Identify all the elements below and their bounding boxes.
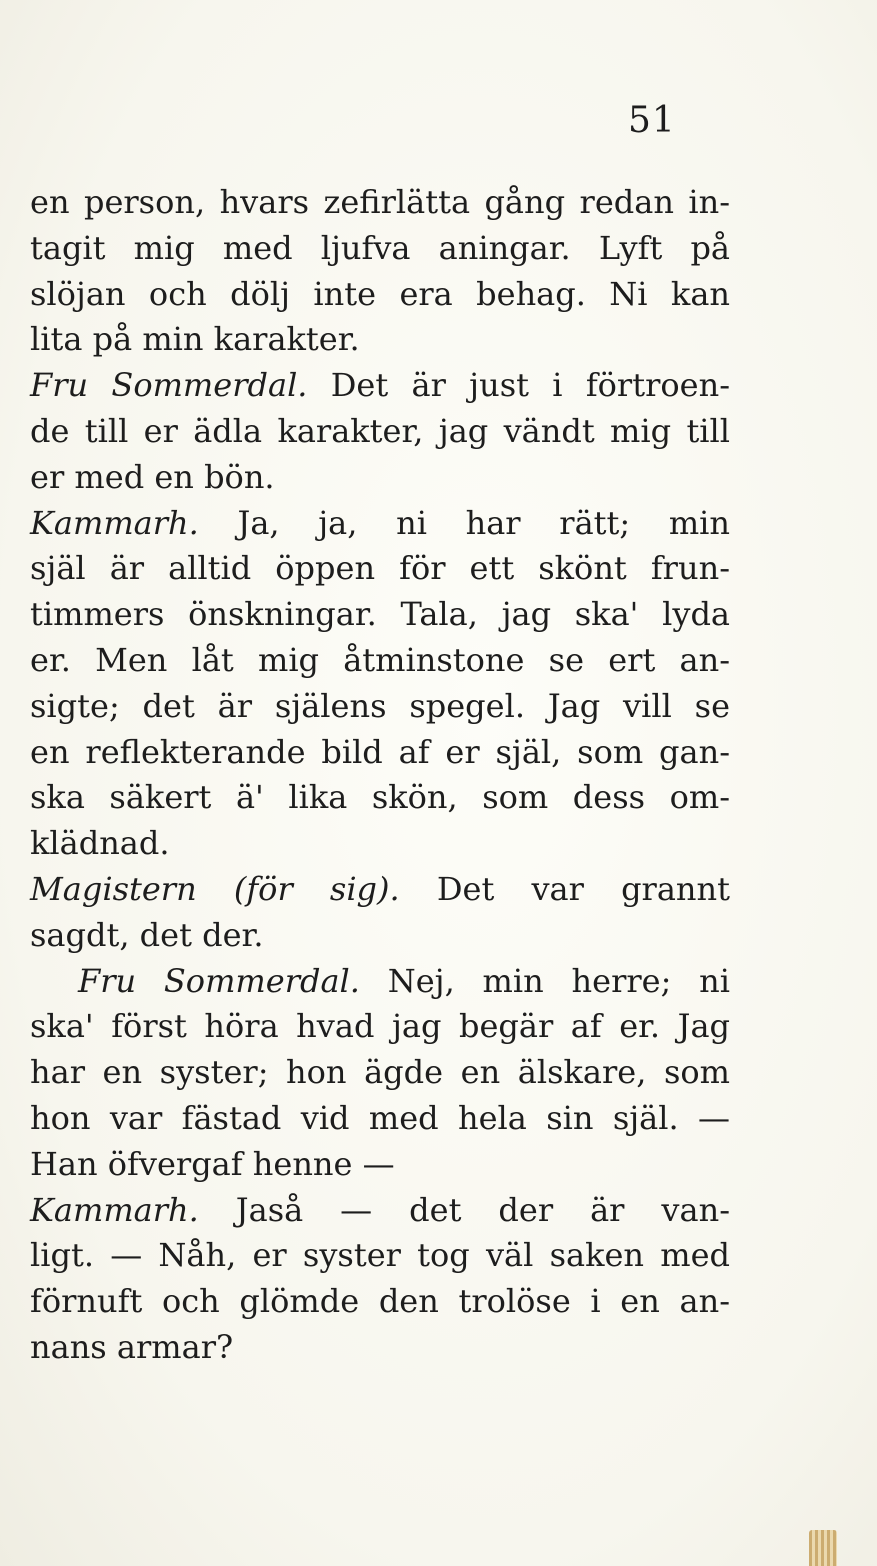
line-text: slöjan och dölj inte era behag. Ni kan	[30, 274, 730, 313]
line-text: lita på min karakter.	[30, 320, 360, 359]
line-text: ligt. — Nåh, er syster tog väl saken med	[30, 1236, 730, 1275]
text-line	[30, 638, 730, 684]
line-text: hon var fästad vid med hela sin själ. —	[30, 1098, 730, 1137]
line-text: själ är alltid öppen för ett skönt frun-	[30, 549, 730, 588]
text-line	[30, 1050, 730, 1096]
line-text: tagit mig med ljufva aningar. Lyft på	[30, 228, 730, 267]
book-spine-edge	[809, 1530, 837, 1566]
line-text: klädnad.	[30, 824, 170, 863]
line-text: er. Men låt mig åtminstone se ert an-	[30, 640, 730, 679]
page-number: 51	[628, 100, 676, 141]
text-line	[30, 592, 730, 638]
text-line	[30, 226, 730, 272]
text-line	[30, 546, 730, 592]
text-line	[30, 409, 730, 455]
text-line	[30, 1325, 730, 1371]
speaker-name: Kammarh.	[30, 1190, 199, 1229]
speaker-name: Fru Sommerdal.	[30, 366, 308, 405]
text-line	[30, 1188, 730, 1234]
text-line	[30, 1142, 730, 1188]
line-text: er med en bön.	[30, 457, 275, 496]
text-line	[30, 1233, 730, 1279]
line-text: Det är just i förtroen-	[307, 366, 731, 405]
line-text: nans armar?	[30, 1327, 234, 1366]
line-text: ska' först höra hvad jag begär af er. Jag	[30, 1007, 730, 1046]
line-text: sagdt, det der.	[30, 915, 264, 954]
text-line	[30, 867, 730, 913]
text-line	[30, 775, 730, 821]
line-text: förnuft och glömde den trolöse i en an-	[30, 1282, 730, 1321]
speaker-name: Kammarh.	[30, 503, 199, 542]
line-text: ska säkert ä' lika skön, som dess om-	[30, 778, 730, 817]
speaker-name: Fru Sommerdal.	[78, 961, 360, 1000]
line-text: Nej, min herre; ni	[359, 961, 731, 1000]
line-text: sigte; det är själens spegel. Jag vill se	[30, 686, 730, 725]
text-line	[30, 272, 730, 318]
speaker-name: Magistern	[30, 869, 197, 908]
text-line	[30, 913, 730, 959]
stage-direction: (för sig).	[196, 869, 400, 908]
line-text: Ja, ja, ni har rätt; min	[198, 503, 730, 542]
text-line	[30, 821, 730, 867]
text-line	[30, 501, 730, 547]
text-line	[30, 959, 730, 1005]
text-line	[30, 180, 730, 226]
line-text: Han öfvergaf henne —	[30, 1144, 395, 1183]
page-text	[30, 180, 730, 1371]
text-line	[30, 684, 730, 730]
text-line	[30, 1004, 730, 1050]
text-line	[30, 730, 730, 776]
text-line	[30, 455, 730, 501]
line-text: en person, hvars zefirlätta gång redan in-	[30, 183, 730, 221]
text-line	[30, 363, 730, 409]
text-line	[30, 317, 730, 363]
line-text: har en syster; hon ägde en älskare, som	[30, 1053, 730, 1092]
line-text: timmers önskningar. Tala, jag ska' lyda	[30, 595, 730, 634]
line-text: Det var grannt	[399, 869, 730, 908]
text-line	[30, 1096, 730, 1142]
line-text: en reflekterande bild af er själ, som gan-	[30, 732, 730, 771]
text-line	[30, 1279, 730, 1325]
line-text: Jaså — det der är van-	[198, 1190, 730, 1229]
line-text: de till er ädla karakter, jag vändt mig till	[30, 411, 730, 450]
